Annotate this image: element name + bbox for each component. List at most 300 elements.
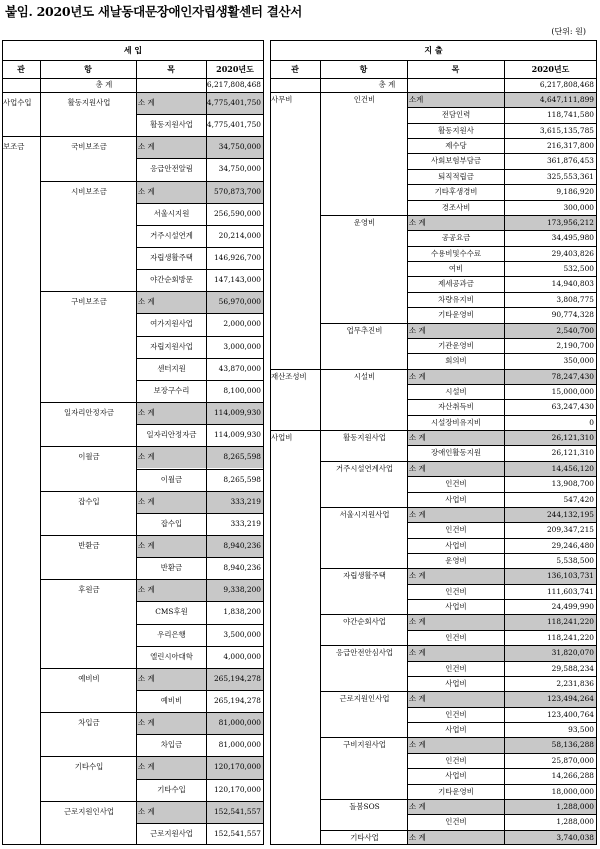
revenue-row-mok: 근로지원사업: [150, 828, 193, 838]
expenditure-row-mok: 인건비: [445, 817, 467, 827]
row-line: [136, 336, 264, 337]
expenditure-row-amount: 29,588,234: [551, 663, 594, 673]
expenditure-row-mok: 소 계: [409, 325, 426, 335]
row-line: [40, 446, 136, 447]
revenue-row-amount: 8,265,598: [223, 452, 261, 462]
expenditure-row-amount: 3,808,775: [556, 294, 594, 304]
row-line: [40, 181, 136, 182]
revenue-row-mok: 야간순회방문: [150, 275, 193, 285]
revenue-col-hang: 항: [84, 64, 92, 74]
expenditure-row-mok: 기타후생경비: [434, 187, 478, 197]
revenue-row-amount: 4,775,401,750: [206, 120, 261, 130]
revenue-row-mok: CMS후원: [155, 607, 188, 617]
row-line: [136, 601, 264, 602]
row-line: [407, 461, 597, 462]
row-line: [40, 756, 136, 757]
grid-line: [2, 60, 264, 61]
revenue-row-amount: 4,775,401,750: [206, 98, 261, 107]
revenue-row-amount: 8,100,000: [223, 385, 261, 395]
revenue-row-mok: 자립생활주택: [150, 253, 193, 263]
row-line: [40, 136, 136, 137]
row-line: [136, 779, 264, 780]
expenditure-row-mok: 인건비: [445, 709, 467, 719]
revenue-row-gwan: 사업수입: [3, 98, 32, 107]
row-line: [136, 114, 264, 115]
row-line: [407, 645, 597, 646]
grid-line: [2, 78, 264, 79]
row-line: [40, 402, 136, 403]
grid-line: [407, 60, 408, 845]
row-line: [407, 338, 597, 339]
expenditure-row-mok: 자산취득비: [438, 402, 474, 412]
expenditure-row-amount: 5,538,500: [556, 556, 594, 566]
expenditure-row-amount: 118,241,220: [546, 617, 594, 627]
row-line: [407, 753, 597, 754]
revenue-row-amount: 333,219: [230, 518, 261, 528]
expenditure-row-mok: 사업비: [445, 602, 467, 612]
revenue-row-mok: 반환금: [160, 563, 183, 573]
revenue-row-amount: 8,940,236: [223, 540, 261, 550]
row-line: [320, 323, 407, 324]
row-line: [407, 138, 597, 139]
row-line: [407, 430, 597, 431]
expenditure-row-mok: 기타운영비: [438, 786, 474, 796]
expenditure-row-amount: 26,121,310: [551, 433, 594, 443]
row-line: [40, 291, 136, 292]
revenue-row-mok: 엘린시아대학: [150, 651, 193, 661]
revenue-col-amt: 2020년도: [216, 64, 254, 74]
row-line: [407, 492, 597, 493]
expenditure-row-amount: 118,241,220: [546, 632, 594, 642]
row-line: [407, 323, 597, 324]
revenue-row-amount: 114,009,930: [213, 408, 261, 418]
row-line: [136, 358, 264, 359]
row-line: [407, 676, 597, 677]
revenue-row-amount: 265,194,278: [213, 695, 261, 705]
revenue-row-amount: 152,541,557: [213, 828, 261, 838]
row-line: [407, 369, 597, 370]
revenue-row-amount: 81,000,000: [218, 718, 261, 728]
row-line: [407, 292, 597, 293]
expenditure-row-amount: 2,231,836: [556, 678, 594, 688]
row-line: [40, 801, 136, 802]
row-line: [40, 712, 136, 713]
revenue-row-amount: 114,009,930: [213, 430, 261, 440]
expenditure-row-hang: 근로지원인사업: [339, 694, 390, 704]
expenditure-row-amount: 173,956,212: [546, 217, 594, 227]
row-line: [136, 513, 264, 514]
expenditure-row-mok: 소 계: [409, 832, 426, 842]
revenue-row-amount: 1,838,200: [223, 607, 261, 617]
expenditure-row-mok: 시설비: [445, 386, 467, 396]
row-line: [407, 415, 597, 416]
document-title: 붙임. 2020년도 새날동대문장애인자립생활센터 결산서: [5, 4, 303, 19]
expenditure-row-mok: 차량유지비: [438, 294, 474, 304]
budget-settlement-table: [2, 40, 597, 845]
expenditure-row-mok: 공공요금: [441, 233, 471, 243]
grid-line: [596, 40, 597, 60]
row-line: [320, 614, 407, 615]
revenue-row-hang: 잡수입: [78, 496, 100, 506]
revenue-col-mok: 목: [167, 64, 175, 74]
expenditure-col-mok: 목: [451, 64, 460, 74]
row-line: [136, 579, 264, 580]
expenditure-row-hang: 서울시지원사업: [339, 509, 390, 519]
expenditure-row-amount: 90,774,328: [551, 310, 594, 320]
expenditure-row-amount: 78,247,430: [551, 371, 594, 381]
row-line: [407, 153, 597, 154]
row-line: [407, 538, 597, 539]
revenue-row-hang: 활동지원사업: [67, 98, 111, 107]
revenue-row-hang: 일자리안정자금: [64, 408, 114, 418]
revenue-row-mok: 소 계: [138, 297, 155, 307]
row-line: [136, 801, 264, 802]
grid-line: [504, 60, 505, 845]
revenue-row-amount: 8,265,598: [223, 474, 261, 484]
revenue-row-amount: 3,500,000: [223, 629, 261, 639]
row-line: [407, 476, 597, 477]
revenue-row-hang: 구비보조금: [71, 297, 107, 307]
expenditure-row-mok: 사업비: [445, 678, 467, 688]
revenue-row-mok: 활동지원사업: [150, 120, 193, 130]
expenditure-row-amount: 24,499,990: [551, 602, 594, 612]
revenue-row-mok: 기타수입: [157, 784, 186, 794]
expenditure-row-amount: 15,000,000: [551, 386, 594, 396]
expenditure-row-amount: 31,820,070: [551, 648, 594, 658]
row-line: [136, 313, 264, 314]
row-line: [407, 200, 597, 201]
row-line: [407, 445, 597, 446]
revenue-row-amount: 4,000,000: [223, 651, 261, 661]
row-line: [407, 399, 597, 400]
expenditure-row-hang: 업무추진비: [346, 325, 383, 335]
expenditure-row-mok: 소 계: [409, 463, 426, 473]
row-line: [407, 276, 597, 277]
row-line: [407, 307, 597, 308]
revenue-row-mok: 소 계: [138, 452, 155, 462]
row-line: [407, 553, 597, 554]
revenue-row-amount: 34,750,000: [218, 142, 261, 152]
row-line: [2, 136, 40, 137]
row-line: [40, 668, 136, 669]
revenue-col-gwan: 관: [17, 64, 25, 74]
row-line: [320, 461, 407, 462]
expenditure-row-mok: 운영비: [445, 556, 467, 566]
row-line: [136, 424, 264, 425]
grid-line: [270, 40, 271, 60]
grid-line: [2, 92, 264, 93]
expenditure-row-mok: 기타운영비: [438, 310, 474, 320]
expenditure-col-gwan: 관: [291, 64, 299, 74]
expenditure-row-mok: 소 계: [409, 509, 426, 519]
row-line: [136, 247, 264, 248]
revenue-row-amount: 265,194,278: [213, 673, 261, 683]
expenditure-row-mok: 사업비: [445, 540, 467, 550]
row-line: [407, 522, 597, 523]
expenditure-row-mok: 활동지원사: [438, 125, 474, 135]
row-line: [407, 184, 597, 185]
row-line: [407, 814, 597, 815]
row-line: [136, 668, 264, 669]
unit-label: (단위: 원): [551, 27, 586, 36]
expenditure-row-mok: 인건비: [445, 525, 467, 535]
row-line: [40, 579, 136, 580]
row-line: [320, 568, 407, 569]
expenditure-row-amount: 3,740,038: [556, 832, 594, 842]
expenditure-row-mok: 시설장비유지비: [431, 417, 481, 427]
revenue-row-amount: 20,214,000: [218, 230, 261, 240]
grid-line: [270, 40, 597, 41]
expenditure-row-hang: 운영비: [353, 217, 376, 227]
grid-line: [206, 60, 207, 845]
expenditure-row-mok: 인건비: [445, 586, 467, 596]
revenue-row-amount: 120,170,000: [213, 762, 261, 772]
row-line: [136, 269, 264, 270]
revenue-row-mok: 서울시지원: [153, 208, 190, 218]
expenditure-row-mok: 경조사비: [441, 202, 471, 212]
revenue-row-amount: 8,940,236: [223, 563, 261, 573]
row-line: [270, 369, 320, 370]
expenditure-row-amount: 118,741,580: [546, 110, 594, 120]
row-line: [40, 535, 136, 536]
expenditure-row-hang: 구비지원사업: [343, 740, 386, 750]
grid-line: [320, 60, 321, 845]
expenditure-row-mok: 제수당: [445, 141, 467, 151]
grid-line: [596, 60, 597, 845]
revenue-row-mok: 응급안전알림: [150, 164, 193, 174]
expenditure-row-amount: 361,876,453: [546, 156, 594, 166]
grid-line: [2, 40, 264, 41]
row-line: [136, 557, 264, 558]
expenditure-row-amount: 14,940,803: [551, 279, 594, 289]
revenue-row-hang: 국비보조금: [71, 142, 107, 152]
row-line: [320, 430, 407, 431]
row-line: [407, 768, 597, 769]
expenditure-row-amount: 111,603,741: [546, 586, 594, 596]
expenditure-row-amount: 123,400,764: [546, 709, 594, 719]
expenditure-row-mok: 사업비: [445, 771, 467, 781]
row-line: [136, 823, 264, 824]
expenditure-row-mok: 소 계: [409, 371, 426, 381]
row-line: [136, 491, 264, 492]
revenue-row-mok: 여가지원사업: [150, 319, 193, 329]
revenue-row-mok: 소 계: [138, 496, 155, 506]
grid-line: [2, 40, 3, 60]
row-line: [136, 624, 264, 625]
revenue-row-amount: 146,926,700: [213, 253, 261, 263]
revenue-row-amount: 147,143,000: [213, 275, 261, 285]
expenditure-row-amount: 29,246,480: [551, 540, 594, 550]
expenditure-row-hang: 기타사업: [350, 832, 379, 842]
grid-line: [2, 844, 264, 845]
grid-line: [40, 60, 41, 845]
row-line: [136, 380, 264, 381]
expenditure-row-amount: 3,615,135,785: [539, 125, 594, 135]
row-line: [136, 225, 264, 226]
expenditure-row-mok: 여비: [448, 264, 464, 274]
row-line: [407, 107, 597, 108]
expenditure-row-mok: 기관운영비: [438, 340, 474, 350]
revenue-row-mok: 소 계: [138, 585, 155, 595]
row-line: [136, 291, 264, 292]
revenue-row-hang: 기타수입: [74, 762, 104, 772]
revenue-row-amount: 333,219: [230, 496, 261, 506]
expenditure-row-amount: 93,500: [568, 725, 594, 735]
revenue-row-mok: 우리은행: [157, 629, 186, 639]
expenditure-row-amount: 29,403,826: [551, 248, 594, 258]
expenditure-row-amount: 547,420: [563, 494, 594, 504]
expenditure-row-mok: 인건비: [445, 663, 467, 673]
revenue-row-mok: 소 계: [138, 673, 155, 683]
revenue-row-mok: 소 계: [138, 806, 155, 816]
revenue-row-mok: 소 계: [138, 718, 155, 728]
expenditure-row-amount: 1,288,000: [556, 801, 594, 811]
revenue-row-hang: 반환금: [78, 540, 100, 550]
expenditure-row-amount: 13,908,700: [551, 479, 594, 489]
row-line: [270, 430, 320, 431]
row-line: [407, 722, 597, 723]
expenditure-row-mok: 사업비: [445, 494, 467, 504]
expenditure-row-mok: 장애인활동지원: [431, 448, 481, 458]
expenditure-row-amount: 58,136,288: [551, 740, 594, 750]
expenditure-row-amount: 26,121,310: [551, 448, 594, 458]
revenue-total: 6,217,808,468: [206, 80, 261, 89]
row-line: [407, 737, 597, 738]
revenue-row-amount: 152,541,557: [213, 806, 261, 816]
expenditure-row-mok: 소 계: [409, 648, 426, 658]
expenditure-row-mok: 인건비: [445, 632, 467, 642]
row-line: [136, 690, 264, 691]
expenditure-row-gwan: 사무비: [271, 95, 293, 104]
revenue-row-amount: 81,000,000: [218, 740, 261, 750]
expenditure-row-amount: 18,000,000: [551, 786, 594, 796]
expenditure-row-amount: 136,103,731: [546, 571, 594, 581]
grid-line: [136, 60, 137, 845]
expenditure-row-mok: 소 계: [409, 617, 426, 627]
expenditure-row-mok: 수용비및수수료: [431, 248, 481, 258]
expenditure-row-hang: 거주시설연계사업: [335, 463, 394, 473]
row-line: [136, 446, 264, 447]
expenditure-row-amount: 0: [589, 417, 594, 427]
revenue-row-amount: 2,000,000: [223, 319, 261, 329]
expenditure-row-gwan: 사업비: [271, 433, 293, 443]
revenue-row-mok: 소 계: [138, 98, 155, 107]
grid-line: [2, 60, 3, 845]
row-line: [407, 707, 597, 708]
expenditure-row-hang: 시설비: [353, 371, 376, 381]
row-line: [320, 507, 407, 508]
revenue-row-mok: 예비비: [160, 695, 183, 705]
row-line: [407, 261, 597, 262]
expenditure-col-hang: 항: [359, 64, 368, 74]
row-line: [407, 123, 597, 124]
row-line: [136, 203, 264, 204]
expenditure-row-hang: 활동지원사업: [343, 433, 386, 443]
expenditure-row-amount: 350,000: [563, 356, 594, 366]
expenditure-row-amount: 14,456,120: [551, 463, 594, 473]
expenditure-total-label: 총 계: [378, 80, 396, 89]
row-line: [136, 402, 264, 403]
revenue-row-amount: 570,873,700: [213, 186, 261, 196]
expenditure-header: 지 출: [424, 45, 443, 55]
row-line: [136, 646, 264, 647]
row-line: [320, 645, 407, 646]
grid-line: [263, 40, 264, 60]
revenue-row-hang: 시비보조금: [71, 186, 107, 196]
expenditure-col-amt: 2020년도: [531, 64, 570, 74]
expenditure-row-amount: 4,647,111,899: [539, 95, 594, 104]
revenue-row-amount: 56,970,000: [218, 297, 261, 307]
row-line: [136, 712, 264, 713]
revenue-row-mok: 소 계: [138, 540, 155, 550]
revenue-row-mok: 일자리안정자금: [146, 430, 197, 440]
expenditure-row-amount: 1,288,000: [556, 817, 594, 827]
row-line: [136, 158, 264, 159]
revenue-row-hang: 차입금: [78, 718, 100, 728]
revenue-row-mok: 이월금: [160, 474, 183, 484]
revenue-row-amount: 3,000,000: [223, 341, 261, 351]
expenditure-row-amount: 300,000: [563, 202, 594, 212]
revenue-header: 세 입: [123, 45, 143, 55]
expenditure-row-hang: 야간순회사업: [343, 617, 386, 627]
row-line: [407, 799, 597, 800]
revenue-row-hang: 예비비: [78, 673, 100, 683]
expenditure-row-mok: 소 계: [409, 571, 426, 581]
expenditure-row-amount: 14,266,288: [551, 771, 594, 781]
row-line: [407, 599, 597, 600]
row-line: [136, 756, 264, 757]
revenue-row-mok: 차입금: [160, 740, 183, 750]
expenditure-row-mok: 회의비: [445, 356, 467, 366]
revenue-row-amount: 34,750,000: [218, 164, 261, 174]
row-line: [407, 630, 597, 631]
row-line: [407, 353, 597, 354]
row-line: [407, 507, 597, 508]
row-line: [320, 691, 407, 692]
expenditure-row-amount: 63,247,430: [551, 402, 594, 412]
expenditure-row-mok: 소 계: [409, 801, 426, 811]
expenditure-row-amount: 2,540,700: [556, 325, 594, 335]
revenue-row-amount: 9,338,200: [223, 585, 261, 595]
expenditure-total: 6,217,808,468: [539, 80, 594, 89]
row-line: [320, 369, 407, 370]
row-line: [407, 215, 597, 216]
row-line: [320, 830, 407, 831]
row-line: [407, 691, 597, 692]
row-line: [136, 181, 264, 182]
expenditure-row-gwan: 재산조성비: [271, 371, 307, 381]
expenditure-row-mok: 인건비: [445, 755, 467, 765]
revenue-row-mok: 소 계: [138, 762, 155, 772]
expenditure-row-amount: 123,494,264: [546, 694, 594, 704]
expenditure-row-mok: 제세공과금: [438, 279, 474, 289]
row-line: [407, 169, 597, 170]
row-line: [320, 737, 407, 738]
row-line: [40, 491, 136, 492]
revenue-row-amount: 120,170,000: [213, 784, 261, 794]
revenue-row-mok: 보장구수리: [153, 385, 190, 395]
expenditure-row-mok: 소계: [409, 95, 424, 104]
expenditure-row-hang: 돌봄SOS: [349, 801, 380, 811]
expenditure-row-mok: 인건비: [445, 479, 467, 489]
revenue-row-hang: 근로지원인사업: [64, 806, 114, 816]
expenditure-row-amount: 244,132,195: [546, 509, 594, 519]
revenue-row-mok: 거주시설연계: [150, 230, 193, 240]
row-line: [407, 661, 597, 662]
revenue-row-amount: 256,590,000: [213, 208, 261, 218]
revenue-row-hang: 후원금: [78, 585, 100, 595]
expenditure-row-amount: 9,186,920: [556, 187, 594, 197]
